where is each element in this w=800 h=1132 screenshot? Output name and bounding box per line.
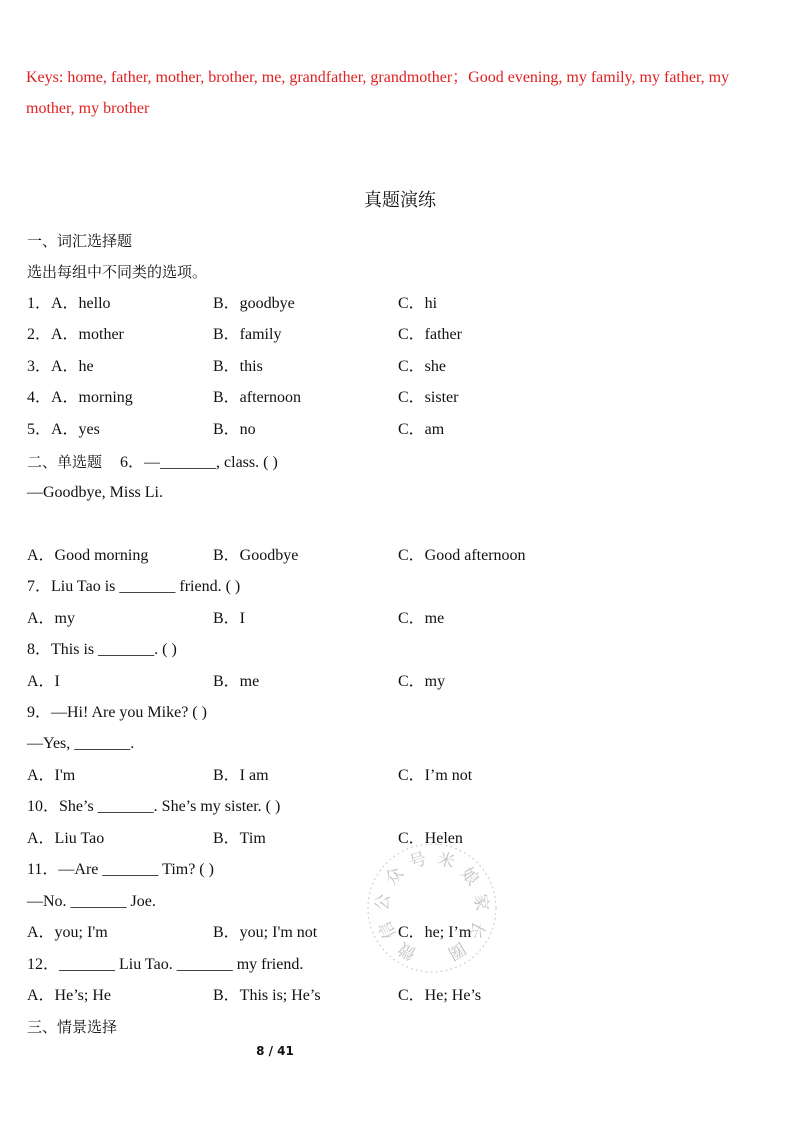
q9-option-a: A．I'm [27, 767, 76, 784]
question-10: 10．She’s _______. She’s my sister. ( ) [27, 798, 281, 815]
q9-option-c: C．I’m not [398, 767, 473, 784]
question-9-reply: —Yes, _______. [27, 735, 135, 752]
option-c: C．she [398, 358, 447, 375]
question-6-reply: —Goodbye, Miss Li. [27, 484, 163, 501]
seal-character: 微 [395, 937, 420, 964]
option-c: C．hi [398, 295, 438, 312]
seal-character: 米 [434, 849, 458, 874]
seal-character: 号 [406, 849, 430, 874]
seal-character: 圈 [444, 937, 469, 964]
section-instruction: 选出每组中不同类的选项。 [27, 263, 208, 281]
question-12: 12．_______ Liu Tao. _______ my friend. [27, 956, 304, 973]
section-heading-situational: 三、情景选择 [27, 1018, 118, 1036]
section-heading-vocab: 一、词汇选择题 [27, 232, 133, 250]
option-c: C．sister [398, 389, 459, 406]
option-a: 4．A．morning [27, 389, 133, 406]
seal-character: 家 [469, 892, 492, 912]
question-11: 11．—Are _______ Tim? ( ) [27, 861, 214, 878]
option-c: C．am [398, 421, 445, 438]
question-6 [27, 450, 278, 474]
option-c: C．father [398, 326, 462, 343]
question-6-text: 6．—_______, class. ( ) [120, 454, 278, 471]
option-a: 2．A．mother [27, 326, 124, 343]
seal-character: 娘 [456, 863, 483, 890]
question-7: 7．Liu Tao is _______ friend. ( ) [27, 578, 241, 595]
option-b: B．no [213, 421, 256, 438]
q11-option-a: A．you; I'm [27, 924, 108, 941]
option-a: 5．A．yes [27, 421, 100, 438]
q12-option-b: B．This is; He’s [213, 987, 321, 1004]
q12-option-a: A．He’s; He [27, 987, 111, 1004]
seal-character: 信 [375, 917, 401, 943]
question-9: 9．—Hi! Are you Mike? ( ) [27, 704, 207, 721]
q11-option-b: B．you; I'm not [213, 924, 318, 941]
option-b: B．family [213, 326, 282, 343]
q9-option-b: B．I am [213, 767, 269, 784]
page-title: 真题演练 [364, 190, 436, 211]
option-b: B．afternoon [213, 389, 301, 406]
seal-character: 众 [381, 863, 408, 890]
q8-option-b: B．me [213, 673, 260, 690]
q6-option-a: A．Good morning [27, 547, 149, 564]
q8-option-c: C．my [398, 673, 446, 690]
option-b: B．this [213, 358, 263, 375]
q7-option-a: A．my [27, 610, 76, 627]
page-number: 8 / 41 [256, 1044, 294, 1058]
section-heading-choice: 二、单选题 [27, 453, 103, 471]
q10-option-b: B．Tim [213, 830, 266, 847]
q11-option-c: C．he; I’m [398, 924, 472, 941]
q7-option-b: B．I [213, 610, 246, 627]
seal-character: 公 [372, 892, 395, 912]
watermark-seal [362, 838, 502, 978]
q10-option-a: A．Liu Tao [27, 830, 105, 847]
q6-option-c: C．Good afternoon [398, 547, 526, 564]
q10-option-c: C．Helen [398, 830, 463, 847]
q8-option-a: A．I [27, 673, 60, 690]
q6-option-b: B．Goodbye [213, 547, 299, 564]
option-a: 3．A．he [27, 358, 94, 375]
option-a: 1．A．hello [27, 295, 111, 312]
answer-keys: Keys: home, father, mother, brother, me, grandfather, grandmother；Good evening, my family, my father, my mother, my brother [26, 69, 730, 117]
option-b: B．goodbye [213, 295, 295, 312]
q7-option-c: C．me [398, 610, 445, 627]
question-8: 8．This is _______. ( ) [27, 641, 177, 658]
q12-option-c: C．He; He’s [398, 987, 482, 1004]
seal-character: 长 [463, 917, 489, 943]
question-11-reply: —No. _______ Joe. [27, 893, 156, 910]
